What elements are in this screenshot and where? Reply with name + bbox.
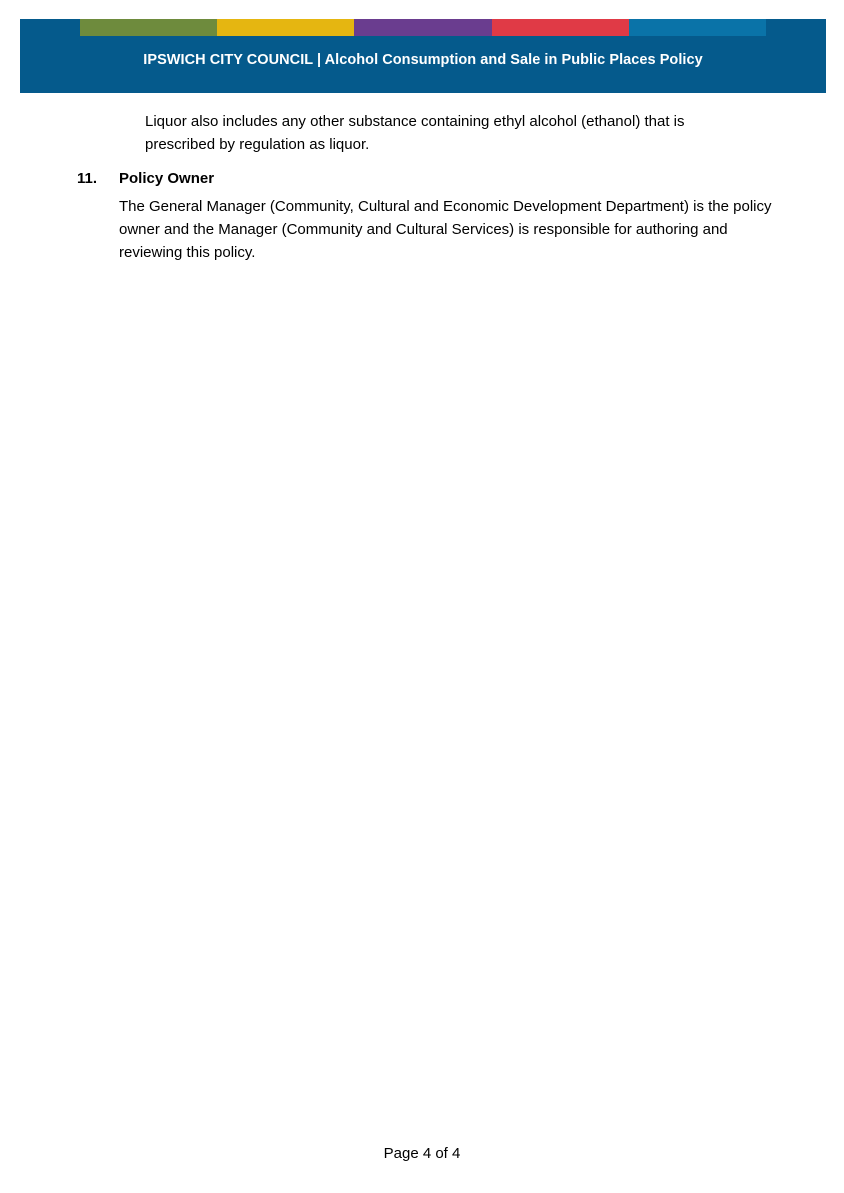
policy-owner-paragraph: The General Manager (Community, Cultural and Economic Development Department) is the policy owner and the Manager (Community and Cultural Services) is responsible for authoring and reviewing this policy.: [119, 198, 772, 261]
stripe-blue: [629, 19, 766, 36]
page-number-footer: Page 4 of 4: [383, 1145, 461, 1162]
stripe-yellow: [217, 19, 354, 36]
stripe-green: [80, 19, 217, 36]
liquor-definition-paragraph: Liquor also includes any other substance containing ethyl alcohol (ethanol) that is prescribed by regulation as liquor.: [145, 113, 685, 153]
stripe-red: [492, 19, 629, 36]
stripe-purple: [354, 19, 491, 36]
section-number: 11.: [77, 170, 98, 187]
document-header-band: [20, 19, 826, 93]
document-header-title: IPSWICH CITY COUNCIL | Alcohol Consumption and Sale in Public Places Policy: [143, 52, 703, 68]
header-color-stripes: [80, 19, 766, 36]
section-heading: Policy Owner: [119, 170, 215, 187]
